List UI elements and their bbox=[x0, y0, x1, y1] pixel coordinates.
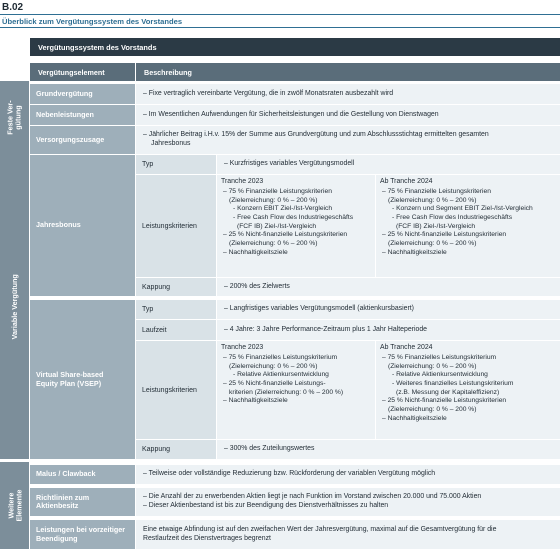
vsep-tranche-2024 bbox=[376, 341, 560, 439]
desc-aktienbesitz-line-2: – Dieser Aktienbestand ist bis zur Beendigung des Dienstverhältnisses zu halten bbox=[143, 502, 389, 509]
desc-versorgungszusage bbox=[136, 126, 560, 154]
jb-typ-desc: – Kurzfristiges variables Vergütungsmodell bbox=[217, 155, 560, 174]
vsep-t24-line: – 75 % Finanzielles Leistungskriterium bbox=[382, 353, 497, 361]
vsep-t24-line: (Zielerreichung: 0 % – 200 %) bbox=[388, 362, 477, 370]
vsep-t24-line: – 25 % Nicht-finanzielle Leistungskriterien bbox=[382, 397, 507, 405]
vsep-t24-line: – Nachhaltigkeitsziele bbox=[382, 414, 447, 422]
group-fixed-compensation bbox=[0, 81, 29, 154]
vsep-t23-line: (Zielerreichung: 0 % – 200 %) bbox=[229, 362, 318, 370]
jb-t24-line: – 25 % Nicht-finanzielle Leistungskriterien bbox=[382, 231, 507, 239]
jb-tranche-2023-title: Tranche 2023 bbox=[221, 178, 264, 185]
label-grundverguetung: Grundvergütung bbox=[30, 84, 135, 104]
jb-t23-line: (Zielerreichung: 0 % – 200 %) bbox=[229, 196, 318, 204]
label-jahresbonus: Jahresbonus bbox=[30, 155, 135, 296]
jb-t23-line: (Zielerreichung: 0 % – 200 %) bbox=[229, 240, 318, 248]
desc-grundverguetung: – Fixe vertraglich vereinbarte Vergütung, die in zwölf Monatsraten ausbezahlt wird bbox=[136, 84, 560, 104]
jb-t24-line: (FCF IB) Ziel-/Ist-Vergleich bbox=[396, 222, 476, 230]
title-rule-top bbox=[0, 14, 560, 15]
group-variable-compensation bbox=[0, 154, 29, 459]
jb-tranche-2024-title: Ab Tranche 2024 bbox=[380, 178, 433, 185]
desc-aktienbesitz-line-1: – Die Anzahl der zu erwerbenden Aktien liegt je nach Funktion im Vorstand zwischen 20.000 und 75.000 Aktien bbox=[143, 493, 482, 501]
vsep-cap-label: Kappung bbox=[136, 440, 216, 459]
label-vorzeitige-beendigung: Leistungen bei vorzeitiger Beendigung bbox=[30, 520, 135, 549]
jb-tranche-2024 bbox=[376, 175, 560, 277]
column-header-element: Vergütungselement bbox=[30, 63, 135, 81]
table-header: Vergütungssystem des Vorstands bbox=[30, 38, 560, 56]
vsep-term-label: Laufzeit bbox=[136, 320, 216, 340]
vsep-t23-line: – 75 % Finanzielles Leistungskriterium bbox=[223, 353, 338, 361]
vsep-t23-line: – Nachhaltigkeitsziele bbox=[223, 397, 288, 405]
vsep-tranche-2024-title: Ab Tranche 2024 bbox=[380, 344, 433, 351]
desc-vorzeitige-beendigung bbox=[136, 520, 560, 549]
group-fixed-label: Feste Ver- gütung bbox=[5, 100, 23, 135]
desc-malus-clawback: – Teilweise oder vollständige Reduzierung bzw. Rückforderung der variablen Vergütung möglich bbox=[136, 465, 560, 484]
jb-t24-line: - Free Cash Flow des Industriegeschäfts bbox=[392, 214, 513, 222]
vsep-t23-line: - Relative Aktienkursentwicklung bbox=[233, 371, 329, 379]
label-nebenleistungen: Nebenleistungen bbox=[30, 105, 135, 125]
title-rule-bottom bbox=[0, 27, 560, 28]
jb-t24-line: – 75 % Finanzielle Leistungskriterien bbox=[382, 187, 491, 195]
vsep-t24-line: - Weiteres finanzielles Leistungskriterium bbox=[392, 380, 514, 388]
vsep-typ-label: Typ bbox=[136, 300, 216, 319]
jb-t23-line: – Nachhaltigkeitsziele bbox=[223, 248, 288, 256]
label-versorgungszusage: Versorgungszusage bbox=[30, 126, 135, 154]
jb-criteria-label: Leistungskriterien bbox=[136, 175, 216, 277]
jb-t24-line: - Konzern und Segment EBIT Ziel-/Ist-Vergleich bbox=[392, 205, 533, 213]
jb-cap-label: Kappung bbox=[136, 278, 216, 296]
desc-vorzeitige-line-2: Restlaufzeit des Dienstvertrages begrenzt bbox=[143, 534, 271, 542]
label-aktienbesitz: Richtlinien zum Aktienbesitz bbox=[30, 488, 135, 516]
vsep-typ-desc: – Langfristiges variables Vergütungsmodell (aktienkursbasiert) bbox=[217, 300, 560, 319]
vsep-criteria-label: Leistungskriterien bbox=[136, 341, 216, 439]
jb-t23-line: (FCF IB) Ziel-/Ist-Vergleich bbox=[237, 222, 317, 230]
vsep-term-desc: – 4 Jahre: 3 Jahre Performance-Zeitraum plus 1 Jahr Halteperiode bbox=[217, 320, 560, 340]
jb-typ-label: Typ bbox=[136, 155, 216, 174]
jb-t24-line: – Nachhaltigkeitsziele bbox=[382, 248, 447, 256]
group-other-elements bbox=[0, 462, 29, 549]
jb-t23-line: – 75 % Finanzielle Leistungskriterien bbox=[223, 187, 332, 195]
jb-t23-line: - Free Cash Flow des Industriegeschäfts bbox=[233, 214, 354, 222]
vsep-t24-line: (z.B. Messung der Kapitaleffizienz) bbox=[396, 388, 500, 396]
vsep-cap-desc: – 300% des Zuteilungswertes bbox=[217, 440, 560, 459]
desc-vorzeitige-line-1: Eine etwaige Abfindung ist auf den zweifachen Wert der Jahresvergütung, maximal auf die Gesamtvergütung für die bbox=[143, 525, 497, 533]
figure-title: Überblick zum Vergütungssystem des Vorstandes bbox=[2, 17, 183, 26]
jb-t23-line: – 25 % Nicht-finanzielle Leistungskriterien bbox=[223, 231, 348, 239]
desc-versorgungszusage-line-1: – Jährlicher Beitrag i.H.v. 15% der Summe aus Grundvergütung und zum Abschlussstichtag ermittelten gesamten bbox=[143, 131, 489, 139]
column-header-description: Beschreibung bbox=[136, 63, 560, 81]
group-variable-label: Variable Vergütung bbox=[9, 273, 19, 340]
vsep-t23-line: kriterien (Zielerreichung: 0 % – 200 %) bbox=[229, 388, 344, 396]
vsep-t23-line: – 25 % Nicht-finanzielle Leistungs- bbox=[223, 380, 326, 388]
vsep-t24-line: (Zielerreichung: 0 % – 200 %) bbox=[388, 406, 477, 414]
jb-tranche-2023 bbox=[217, 175, 375, 277]
jb-t24-line: (Zielerreichung: 0 % – 200 %) bbox=[388, 196, 477, 204]
desc-aktienbesitz bbox=[136, 488, 560, 516]
figure-id: B.02 bbox=[2, 2, 24, 13]
desc-versorgungszusage-line-2: Jahresbonus bbox=[151, 140, 191, 147]
label-malus-clawback: Malus / Clawback bbox=[30, 465, 135, 484]
vsep-tranche-2023 bbox=[217, 341, 375, 439]
vsep-t24-line: - Relative Aktienkursentwicklung bbox=[392, 371, 488, 379]
label-vsep: Virtual Share-based Equity Plan (VSEP) bbox=[30, 300, 135, 459]
jb-t24-line: (Zielerreichung: 0 % – 200 %) bbox=[388, 240, 477, 248]
vsep-tranche-2023-title: Tranche 2023 bbox=[221, 344, 264, 351]
desc-nebenleistungen: – Im Wesentlichen Aufwendungen für Sicherheitsleistungen und die Gestellung von Dienstwagen bbox=[136, 105, 560, 125]
group-other-label: Weitere Elemente bbox=[5, 489, 23, 522]
jb-cap-desc: – 200% des Zielwerts bbox=[217, 278, 560, 296]
jb-t23-line: - Konzern EBIT Ziel-/Ist-Vergleich bbox=[233, 205, 333, 213]
